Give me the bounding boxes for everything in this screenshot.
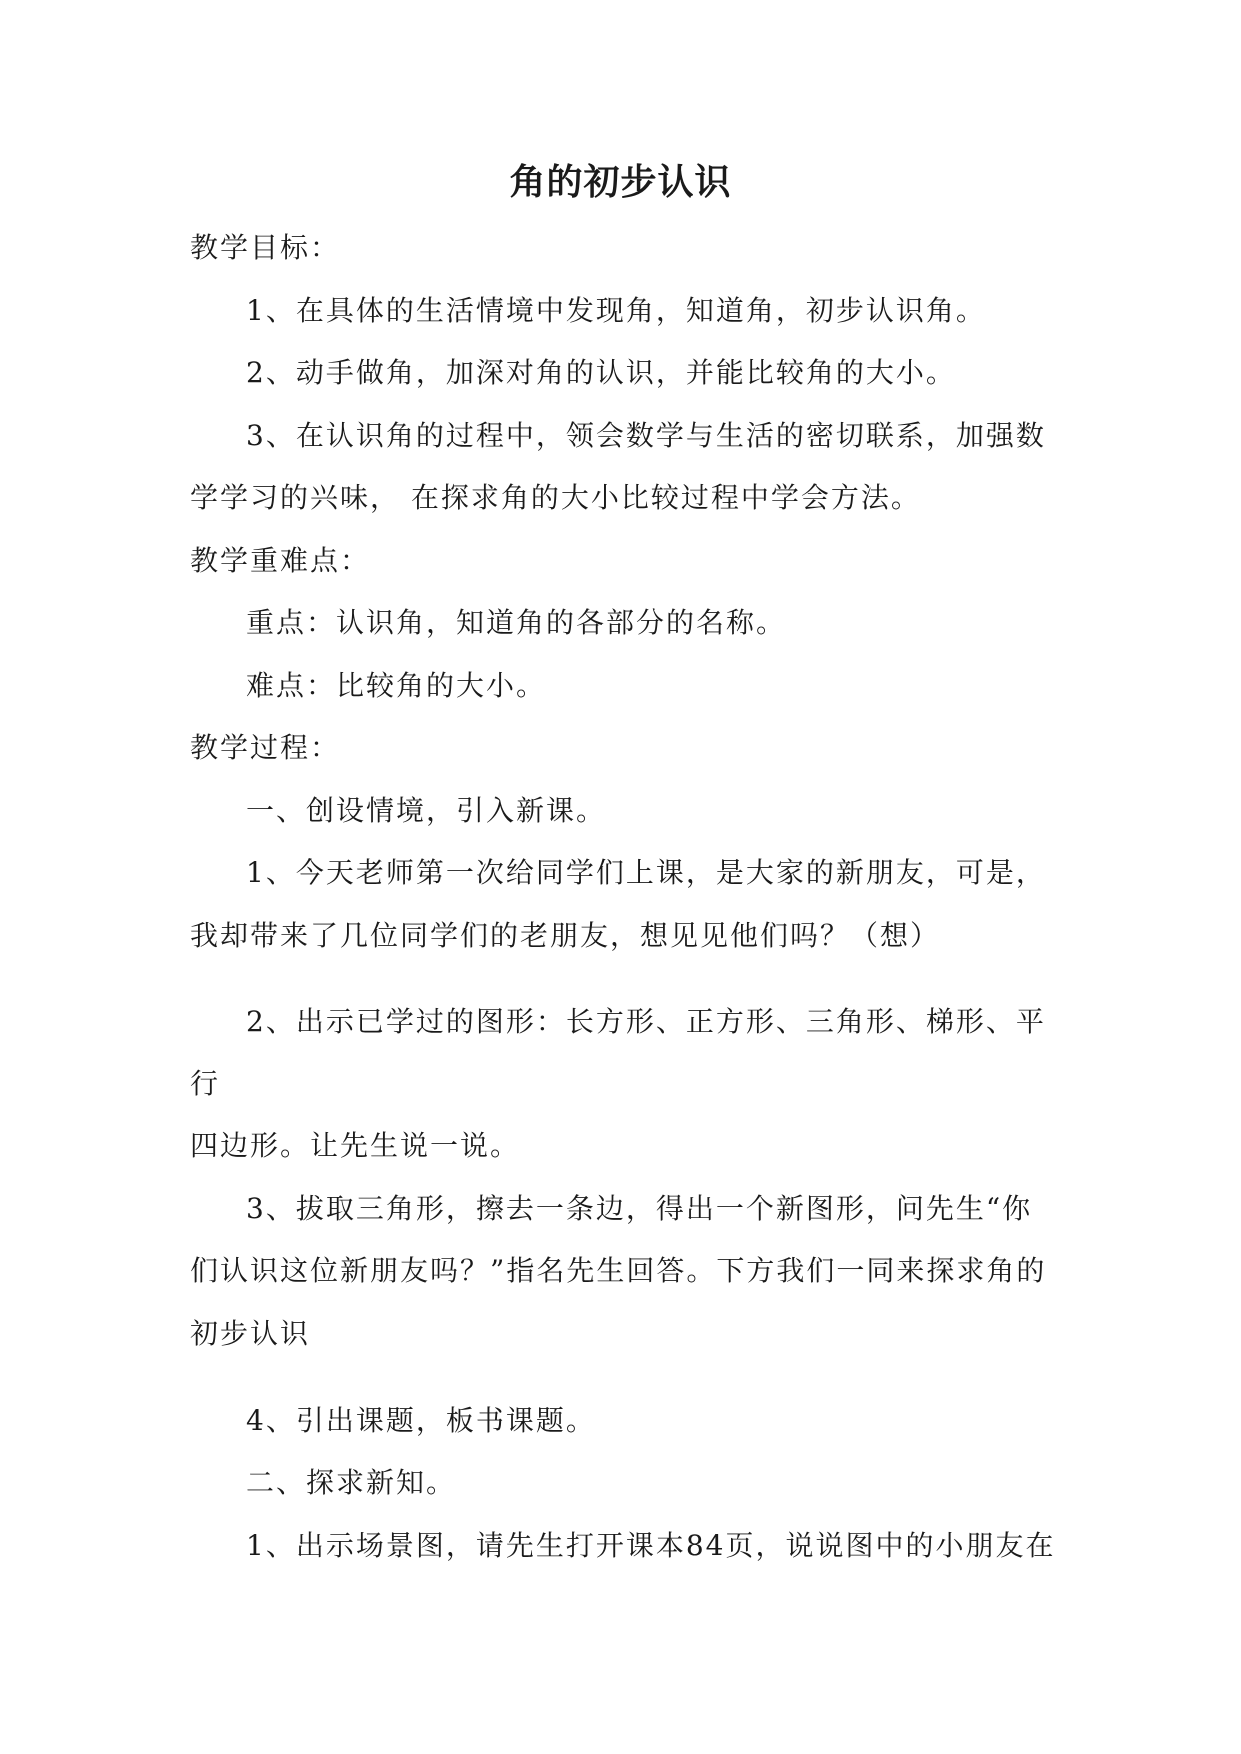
section-heading-process: 教学过程：	[190, 731, 341, 764]
paragraph-line: 3、拔取三角形，擦去一条边，得出一个新图形，问先生“你	[246, 1192, 1033, 1225]
paragraph-line: 重点：认识角，知道角的各部分的名称。	[246, 606, 787, 639]
paragraph-line: 二、探求新知。	[246, 1466, 457, 1499]
paragraph-line: 一、创设情境，引入新课。	[246, 794, 607, 827]
section-heading-objectives: 教学目标：	[190, 231, 341, 264]
paragraph-line: 难点：比较角的大小。	[246, 669, 547, 702]
paragraph-line: 1、出示场景图，请先生打开课本84页，说说图中的小朋友在	[246, 1529, 1056, 1562]
paragraph-line: 3、在认识角的过程中，领会数学与生活的密切联系，加强数	[246, 419, 1046, 452]
section-heading-key-points: 教学重难点：	[190, 544, 371, 577]
paragraph-line: 1、今天老师第一次给同学们上课，是大家的新朋友，可是，	[246, 856, 1046, 889]
paragraph-line: 4、引出课题，板书课题。	[246, 1404, 596, 1437]
paragraph-line: 初步认识	[190, 1317, 311, 1350]
paragraph-line: 2、出示已学过的图形：长方形、正方形、三角形、梯形、平	[246, 1005, 1046, 1038]
paragraph-line: 们认识这位新朋友吗？”指名先生回答。下方我们一同来探求角的	[190, 1254, 1047, 1287]
paragraph-line: 四边形。让先生说一说。	[190, 1129, 521, 1162]
paragraph-line: 学学习的兴味， 在探求角的大小比较过程中学会方法。	[190, 481, 921, 514]
paragraph-line: 1、在具体的生活情境中发现角，知道角，初步认识角。	[246, 294, 986, 327]
paragraph-line: 行	[190, 1067, 221, 1100]
paragraph-line: 2、动手做角，加深对角的认识，并能比较角的大小。	[246, 356, 956, 389]
document-title: 角的初步认识	[509, 162, 732, 203]
paragraph-line: 我却带来了几位同学们的老朋友，想见见他们吗？（想）	[190, 919, 941, 952]
